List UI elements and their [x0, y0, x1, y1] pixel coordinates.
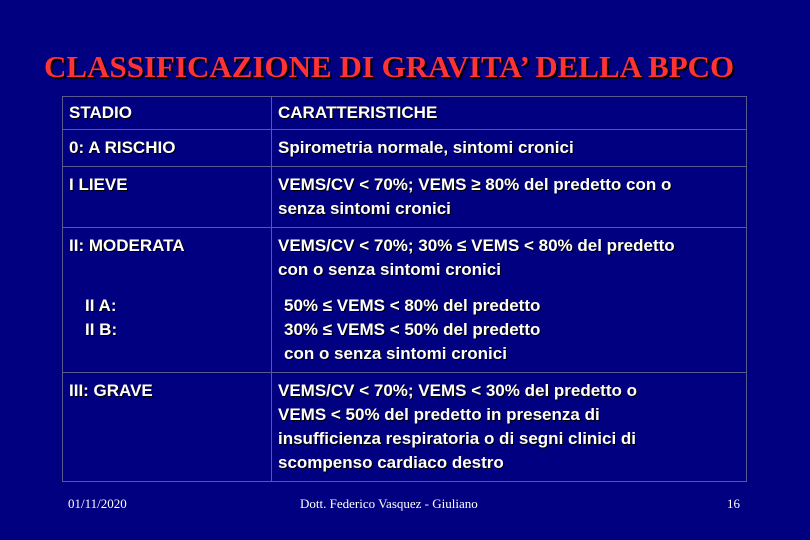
table-row	[63, 373, 747, 482]
description-line: Spirometria normale, sintomi cronici	[278, 138, 574, 157]
description-line: 50% ≤ VEMS < 80% del predetto	[284, 296, 541, 315]
header-stage: STADIO	[63, 97, 272, 130]
stage-cell: 0: A RISCHIO	[63, 130, 272, 167]
header-features: CARATTERISTICHE	[272, 97, 747, 130]
stage-cell: II: MODERATA	[63, 228, 272, 289]
description-line: VEMS/CV < 70%; VEMS < 30% del predetto o	[278, 381, 637, 400]
slide-number: 16	[727, 496, 740, 511]
slide-title: CLASSIFICAZIONE DI GRAVITA’ DELLA BPCO	[44, 49, 735, 84]
stage-cell: I LIEVE	[63, 167, 272, 228]
description-line: VEMS/CV < 70%; VEMS ≥ 80% del predetto con o	[278, 175, 672, 194]
footer-author: Dott. Federico Vasquez - Giuliano	[300, 496, 478, 511]
description-cell	[272, 373, 747, 482]
description-line: VEMS/CV < 70%; 30% ≤ VEMS < 80% del predetto	[278, 236, 675, 255]
description-cell	[272, 288, 747, 373]
table-row	[63, 130, 747, 167]
stage-cell	[63, 288, 272, 373]
table-row	[63, 228, 747, 289]
description-cell	[272, 167, 747, 228]
table-row	[63, 288, 747, 373]
table-row	[63, 167, 747, 228]
substage-label: II B:	[85, 320, 118, 339]
classification-table	[62, 96, 747, 482]
table-header-row	[63, 97, 747, 130]
description-cell	[272, 130, 747, 167]
description-line: con o senza sintomi cronici	[284, 344, 507, 363]
description-cell	[272, 228, 747, 289]
description-line: VEMS < 50% del predetto in presenza di	[278, 405, 600, 424]
footer-date: 01/11/2020	[68, 496, 127, 511]
description-line: scompenso cardiaco destro	[278, 453, 504, 472]
stage-cell: III: GRAVE	[63, 373, 272, 482]
description-line: senza sintomi cronici	[278, 199, 451, 218]
description-line: 30% ≤ VEMS < 50% del predetto	[284, 320, 541, 339]
substage-label: II A:	[85, 296, 117, 315]
description-line: con o senza sintomi cronici	[278, 260, 501, 279]
description-line: insufficienza respiratoria o di segni clinici di	[278, 429, 637, 448]
